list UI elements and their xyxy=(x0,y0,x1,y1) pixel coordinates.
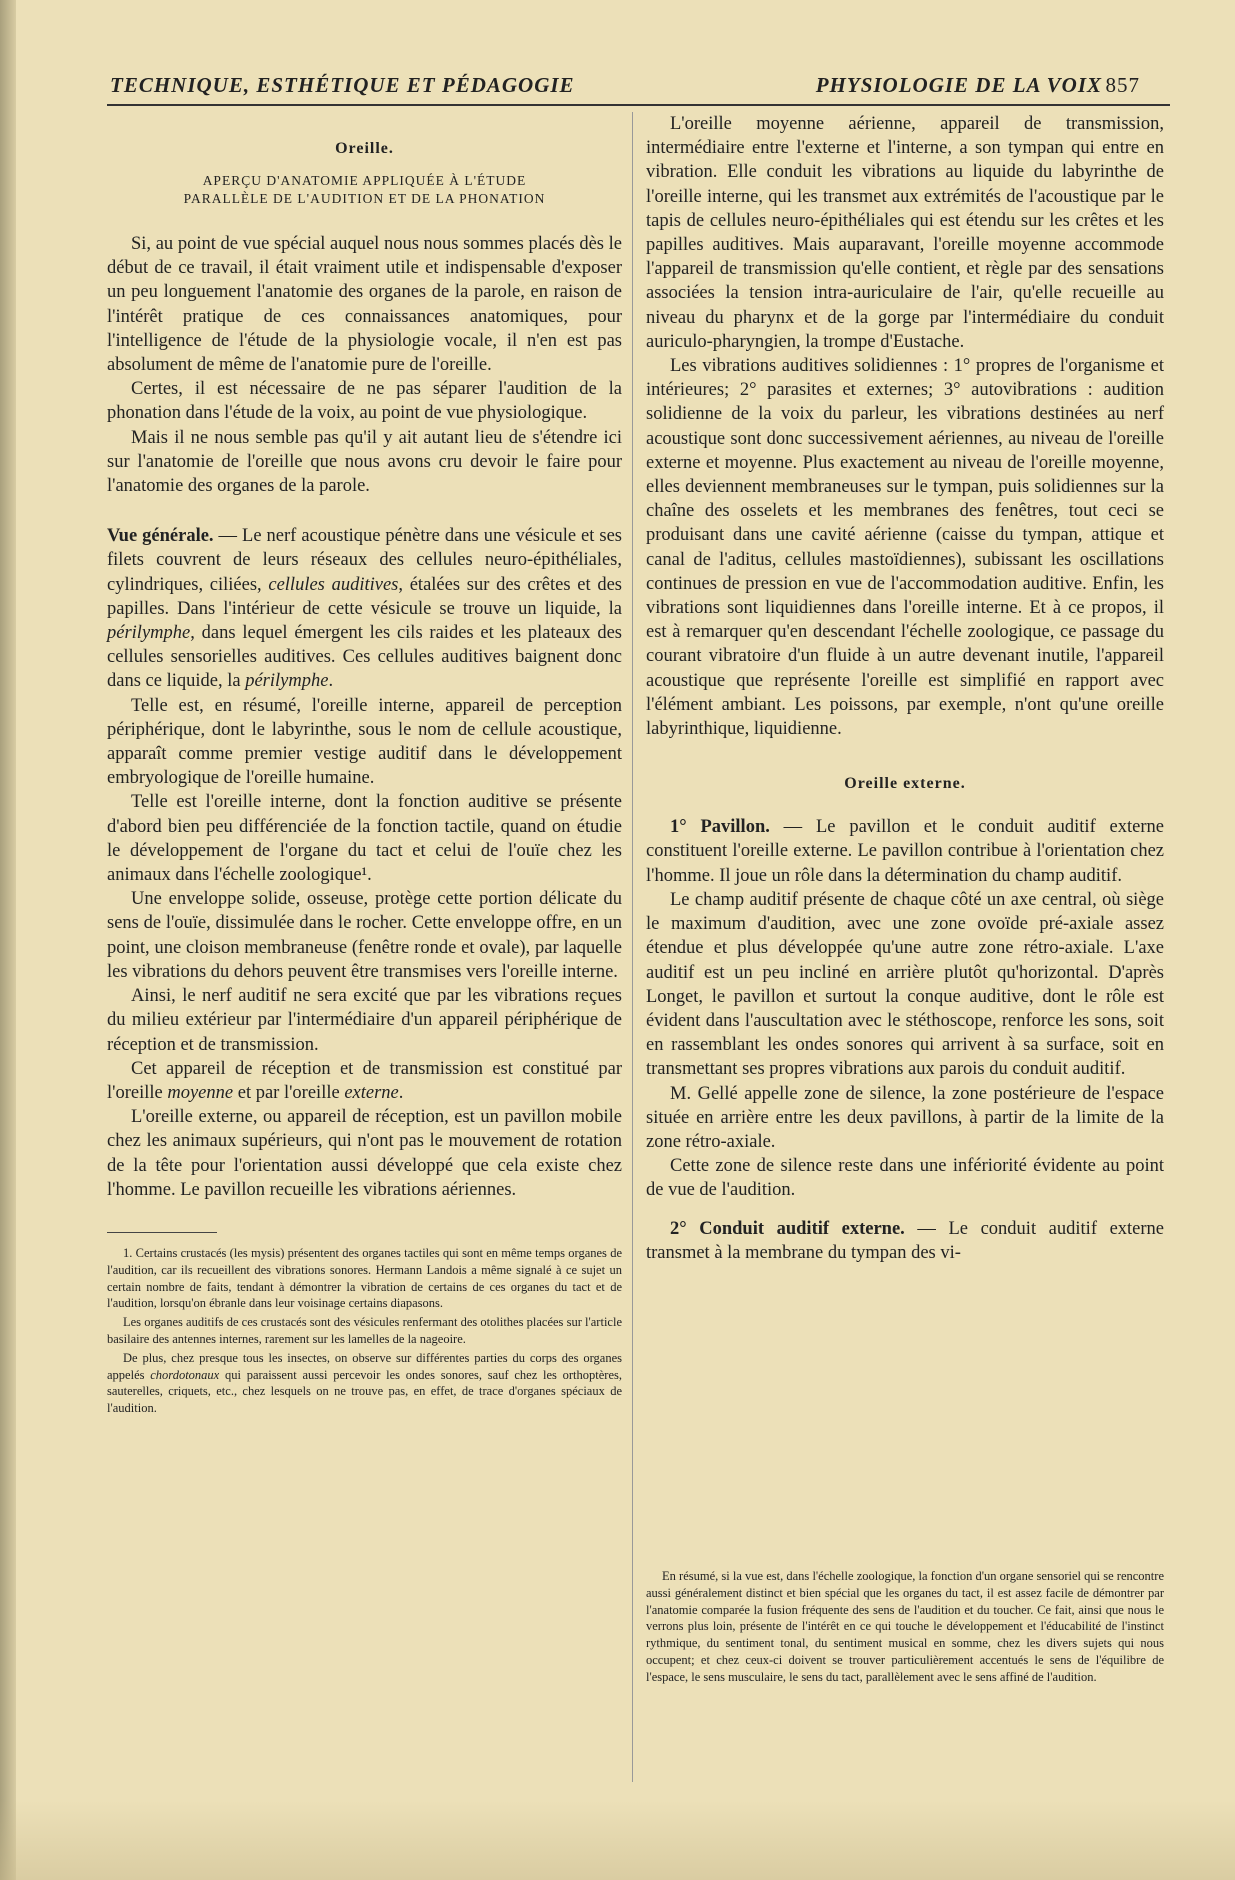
paragraph-lead: Vue générale. xyxy=(107,526,214,547)
page-edge-stain xyxy=(0,1800,1235,1880)
footnote-rule xyxy=(107,1232,217,1233)
column-divider xyxy=(632,112,633,1782)
paragraph: Le champ auditif présente de chaque côté un axe central, où siège le maximum d'audition, avec une zone ovoïde pré-axiale assez étendue et plus développée qu'une autre zone rétro-axiale. L'axe auditif est un peu incliné en arrière plutôt qu'horizontal. D'après Longet, le pavillon et surtout la conque auditive, dont le rôle est évident dans l'auscultation avec le stéthoscope, renforce les sons, soit en rassemblant les ondes sonores qui arrivent à sa surface, soit en transmettant ses propres vibrations aux parois du conduit auditif. xyxy=(646,889,1164,1080)
paragraph-pavillon xyxy=(646,815,1164,888)
paragraph: Cette zone de silence reste dans une infériorité évidente au point de vue de l'audition. xyxy=(646,1156,1164,1201)
running-header xyxy=(110,73,1140,103)
paragraph: Certes, il est nécessaire de ne pas séparer l'audition de la phonation dans l'étude de la voix, au point de vue physiologique. xyxy=(107,379,622,424)
paragraph: Telle est, en résumé, l'oreille interne, appareil de perception périphérique, dont le labyrinthe, sous le nom de cellule acoustique, apparaît comme premier vestige auditif dans le développement embryologique de l'oreille humaine. xyxy=(107,695,622,789)
text-run: — Le conduit auditif externe transmet à la membrane du tympan des vi- xyxy=(646,1218,1164,1263)
paragraph: M. Gellé appelle zone de silence, la zone postérieure de l'espace située en arrière entre les deux pavillons, à partir de la limite de la zone rétro-axiale. xyxy=(646,1083,1164,1152)
paragraph-lead: 1° Pavillon. xyxy=(670,817,770,838)
text-run: . xyxy=(398,1082,404,1103)
page-spine-shadow xyxy=(0,0,16,1880)
spacer xyxy=(107,498,622,524)
header-right-title: PHYSIOLOGIE DE LA VOIX xyxy=(815,73,1102,97)
paragraph: Telle est l'oreille interne, dont la fonction auditive se présente d'abord bien peu différenciée de la fonction tactile, quand on étudie le développement de l'organe du tact et celui de l'ouïe chez les animaux dans l'échelle zoologique¹. xyxy=(107,792,622,886)
page-number: 857 xyxy=(1105,73,1140,97)
paragraph: Ainsi, le nerf auditif ne sera excité que par les vibrations reçues du milieu extérieur par l'intermédiaire d'un appareil périphérique de réception et de transmission. xyxy=(107,986,622,1055)
spacer xyxy=(646,1203,1164,1217)
paragraph: Si, au point de vue spécial auquel nous nous sommes placés dès le début de ce travail, il était vraiment utile et indispensable d'exposer un peu longuement l'anatomie des organes de la parole, en raison de l'intérêt pratique de ces connaissances anatomiques, pour l'intelligence de l'étude de la physiologie vocale, il n'en est pas absolument de même de l'anatomie pure de l'oreille. xyxy=(107,234,622,376)
section-title-oreille-externe: Oreille externe. xyxy=(844,775,966,793)
paragraph xyxy=(107,1057,622,1105)
paragraph: Une enveloppe solide, osseuse, protège cette portion délicate du sens de l'ouïe, dissimulée dans le rocher. Cette enveloppe offre, en un point, une cloison membraneuse (fenêtre ronde et ovale), par laquelle les vibrations du dehors peuvent être transmises vers l'oreille interne. xyxy=(107,889,622,982)
paragraph-conduit-auditif xyxy=(646,1217,1164,1265)
header-rule xyxy=(107,104,1170,106)
section-subtitle xyxy=(107,172,622,208)
text-run: — Le nerf acoustique pénètre dans une vésicule et ses filets couvrent de leurs réseaux des cellules neuro-épithéliales, cylindriques, ciliées, xyxy=(107,526,622,595)
right-column xyxy=(646,112,1164,1265)
italic-term: chordotonaux xyxy=(150,1367,220,1382)
footnote xyxy=(107,1350,622,1417)
section-title-oreille: Oreille. xyxy=(335,140,394,157)
italic-term: cellules auditives xyxy=(268,574,399,595)
footnote: 1. Certains crustacés (les mysis) présentent des organes tactiles qui sont en même temps organes de l'audition, car ils recueillent des vibrations sonores. Hermann Landois a même signalé à ce sujet un certain nombre de faits, tendant à démontrer la vibration de certains de ces organes du tact et de l'audition, lorsqu'on ébranle dans leur voisinage certains diapasons. xyxy=(107,1245,622,1311)
paragraph: L'oreille moyenne aérienne, appareil de transmission, intermédiaire entre l'externe et l'interne, a son tympan qui entre en vibration. Elle conduit les vibrations au liquide du labyrinthe de l'oreille interne, qui les transmet aux extrémités de l'acoustique par le tapis de cellules neuro-épithéliales qui est étendu sur les crêtes et les papilles auditives. Mais auparavant, l'oreille moyenne accommode l'appareil de transmission qu'elle contient, et règle par des sensations associées la tension intra-auriculaire de l'air, qu'elle recueille au niveau du pharynx et de la gorge par l'intermédiaire du conduit auriculo-pharyngien, la trompe d'Eustache. xyxy=(646,114,1164,352)
paragraph-vue-generale xyxy=(107,524,622,693)
italic-term: périlymphe xyxy=(107,623,191,644)
italic-term: moyenne xyxy=(167,1082,234,1103)
paragraph: Les vibrations auditives solidiennes : 1° propres de l'organisme et intérieures; 2° parasites et externes; 3° autovibrations : audition solidienne de la voix du parleur, les vibrations destinées au nerf acoustique sont donc successivement aériennes, au niveau de l'oreille externe et moyenne. Plus exactement au niveau de l'oreille moyenne, elles deviennent membraneuses sur le tympan, puis solidiennes sur la chaîne des osselets et les membranes des fenêtres, tout ceci se produisant dans une cavité aérienne (caisse du tympan, attique et canal de l'aditus, cellules mastoïdiennes), subissant les oscillations continues de pression en vue de l'accommodation auditive. Enfin, les vibrations sont liquidiennes dans l'oreille interne. Et à ce propos, il est à remarquer qu'en descendant l'échelle zoologique, ce passage du courant vibratoire d'un fluide à un autre devenant inutile, l'appareil acoustique que représente l'oreille est simplifié en rapport avec l'élément ambiant. Les poissons, par exemple, n'ont qu'une oreille labyrinthique, liquidienne. xyxy=(646,356,1164,740)
section-subtitle-line-1: APERÇU D'ANATOMIE APPLIQUÉE À L'ÉTUDE xyxy=(202,173,527,188)
text-run: et par l'oreille xyxy=(233,1082,345,1103)
left-column xyxy=(107,112,622,1419)
section-subtitle-line-2: PARALLÈLE DE L'AUDITION ET DE LA PHONATION xyxy=(183,191,546,206)
text-run: , étalées sur des crêtes et des papilles. Dans l'intérieur de cette vésicule se trouve un liquide, la xyxy=(107,574,622,619)
text-run: . xyxy=(328,671,334,692)
header-left-title: TECHNIQUE, ESTHÉTIQUE ET PÉDAGOGIE xyxy=(110,73,575,97)
paragraph-lead: 2° Conduit auditif externe. xyxy=(670,1218,905,1239)
text-run: — Le pavillon et le conduit auditif externe constituent l'oreille externe. Le pavillon contribue à l'orientation chez l'homme. Il joue un rôle dans la détermination du champ auditif. xyxy=(646,817,1164,886)
italic-term: externe xyxy=(344,1082,399,1103)
text-run: qui paraissent aussi percevoir les ondes sonores, sauf chez les orthoptères, sauterelles, criquets, etc., chez lesquels on ne trouve pas, en effet, de trace d'organes spéciaux de l'audition. xyxy=(107,1367,622,1416)
paragraph: Mais il ne nous semble pas qu'il y ait autant lieu de s'étendre ici sur l'anatomie de l'oreille que nous avons cru devoir le faire pour l'anatomie des organes de la parole. xyxy=(107,427,622,497)
text-run: Cet appareil de réception et de transmission est constitué par l'oreille xyxy=(107,1058,622,1103)
footnote: En résumé, si la vue est, dans l'échelle zoologique, la fonction d'un organe sensoriel qui se rencontre aussi généralement distinct et bien spécial que les organes du tact, il est assez facile de démontrer par l'anatomie comparée la fusion fréquente des sens de l'audition et du toucher. Ce fait, ainsi que nous le verrons plus loin, présente de l'intérêt en ce qui touche le développement et l'éducabilité de l'instinct rythmique, du sentiment tonal, du sentiment musical en somme, chez les divers sujets qui nous occupent; et chez ceux-ci doivent se trouver particulièrement accentués le sens de l'équilibre de l'espace, le sens musculaire, le sens du tact, parallèlement avec le sens affiné de l'audition. xyxy=(646,1569,1164,1684)
paragraph: L'oreille externe, ou appareil de réception, est un pavillon mobile chez les animaux supérieurs, qui n'ont pas le mouvement de rotation de la tête pour l'orientation aussi développé que cela existe chez l'homme. Le pavillon recueille les vibrations aériennes. xyxy=(107,1107,622,1200)
right-footnote-block xyxy=(646,1568,1164,1688)
footnote: Les organes auditifs de ces crustacés sont des vésicules renfermant des otolithes placées sur l'article basilaire des antennes internes, rarement sur les lamelles de la nageoire. xyxy=(107,1315,622,1346)
text-run: , dans lequel émergent les cils raides et les plateaux des cellules sensorielles auditives. Ces cellules auditives baignent donc dans ce liquide, la xyxy=(107,623,622,692)
italic-term: périlymphe xyxy=(245,671,329,692)
text-run: De plus, chez presque tous les insectes, on observe sur différentes parties du corps des organes appelés xyxy=(107,1350,622,1382)
